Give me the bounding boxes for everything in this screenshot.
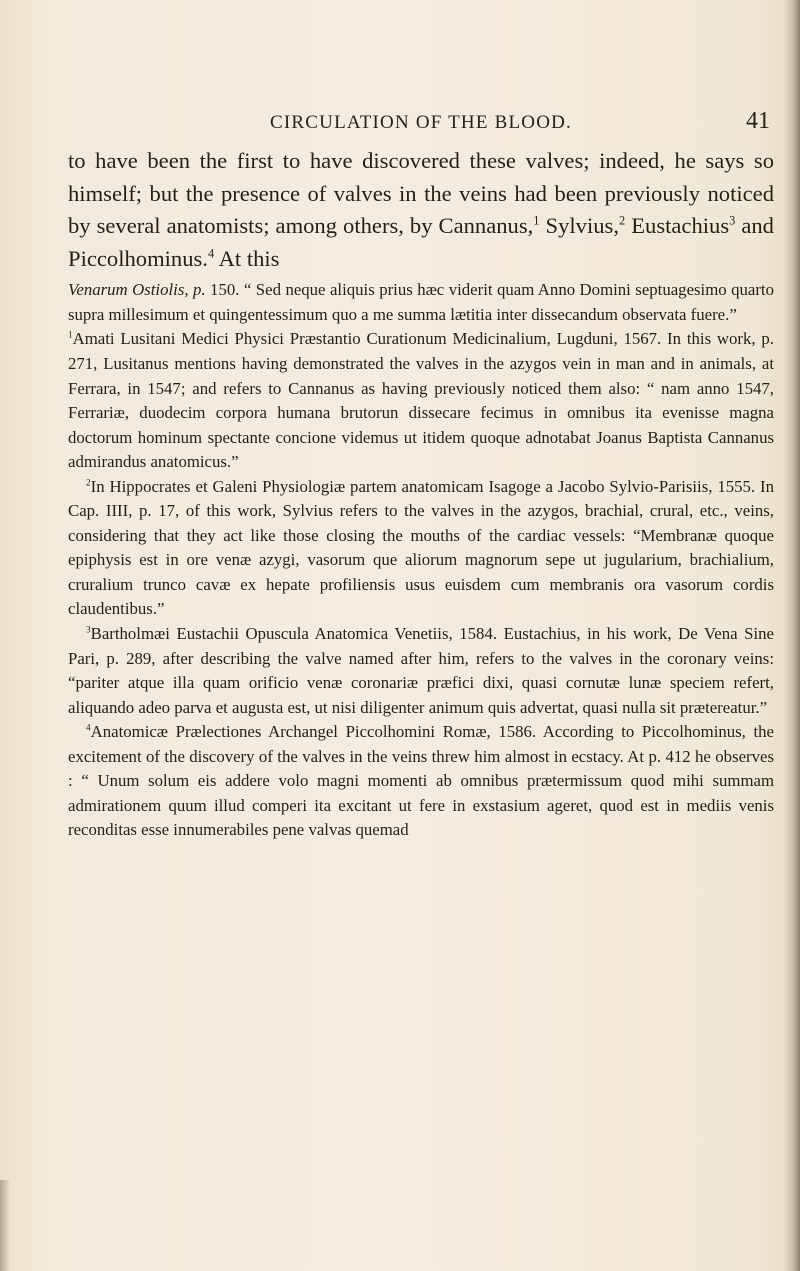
footnote-mark: 2 — [86, 477, 91, 488]
footnote-text: Amati Lusitani Medici Physici Præstantio Curationum Medicinalium, Lugduni, 1567. In this work, p. 271, Lusitanus mentions having demonstrated the valves in the azygos vein in man and in animals, at Ferrara, in 1547; and refers to Cannanus as having previously noticed them also: “ nam anno 1547, Ferrariæ, duodecim corpora humana brutorun dissecare fecimus in omnibus ita evenisse magna doctorum hominum spectante concione videmus ut itidem quoque adnotabat Joanus Baptista Cannanus admirandus anatomicus.” — [68, 329, 774, 472]
main-text-part: to have been the first to have discovered these valves; indeed, he says so himself; but the presence of valves in the veins had been previously noticed by several anatomists; among others, by Cannanus, — [68, 148, 774, 239]
footnote-mark: 4 — [86, 722, 91, 733]
page-body — [68, 145, 774, 843]
page-header — [68, 108, 774, 138]
main-text-part: Sylvius, — [539, 213, 619, 239]
footnote-2 — [68, 475, 774, 622]
footnote-ref-2: 2 — [618, 213, 626, 228]
footnote-1 — [68, 327, 774, 474]
main-text-part: and Piccolhominus. — [68, 213, 774, 271]
footnote-ref-3: 3 — [729, 213, 736, 228]
footnote-mark: 3 — [86, 624, 91, 635]
page-number: 41 — [746, 108, 770, 134]
footnote-text: 150. “ Sed neque aliquis prius hæc viderit quam Anno Domini septuagesimo quarto supra millesimum et quingentessimum quo a me summa lætitia inter dissecandum observata fuere.” — [68, 280, 774, 324]
footnote-ref-1: 1 — [533, 213, 540, 228]
main-text-part: Eustachius — [625, 213, 730, 239]
footnote-title-italic: Venarum Ostiolis, p. — [68, 280, 206, 300]
footnote-4 — [68, 720, 774, 843]
footnote-ref-4: 4 — [207, 246, 215, 261]
footnote-continuation — [68, 278, 774, 327]
footnote-text: Bartholmæi Eustachii Opuscula Anatomica Venetiis, 1584. Eustachius, in his work, De Vena Sine Pari, p. 289, after describing the valve named after him, refers to the valves in the coronary veins: “pariter atque illa quam orificio venæ coronariæ præfici dixi, quasi cornutæ lunæ speciem refert, aliquando adeo parva et augusta est, ut nisi diligenter animum quis advertat, quasi nulla sit prætereatur.” — [68, 624, 774, 717]
page-gutter-shadow — [784, 0, 800, 1271]
footnote-text: Anatomicæ Prælectiones Archangel Piccolhomini Romæ, 1586. According to Piccolhominus, the excitement of the discovery of the valves in the veins threw him almost in ecstacy. At p. 412 he observes : “ Unum solum eis addere volo magni momenti ab omnibus prætermissum quod mihi summam admirationem quum illud comperi ita excitant ut fere in exstasium ageret, quod est in mediis venis reconditas esse innumerabiles pene valvas quemad — [68, 722, 774, 840]
footnote-3 — [68, 622, 774, 720]
footnote-mark: 1 — [68, 330, 73, 341]
footnote-text: In Hippocrates et Galeni Physiologiæ partem anatomicam Isagoge a Jacobo Sylvio-Parisiis, 1555. In Cap. IIII, p. 17, of this work, Sylvius refers to the valves in the azygos, brachial, crural, etc., veins, considering that they act like those closing the mouths of the cardiac vessels: “Membranæ quoque epiphysis est in ore venæ azygi, vasorum que aliorum magnorum sepe ut jugularium, brachialium, cruralium trunco cavæ ex hepate profiliensis usus euisdem cum membranis ora vasorum cordis claudentibus.” — [68, 476, 774, 619]
running-head: CIRCULATION OF THE BLOOD. — [270, 112, 572, 133]
main-paragraph — [68, 145, 774, 275]
page-corner-shadow — [0, 1180, 10, 1271]
main-text-part: At this — [214, 245, 280, 271]
